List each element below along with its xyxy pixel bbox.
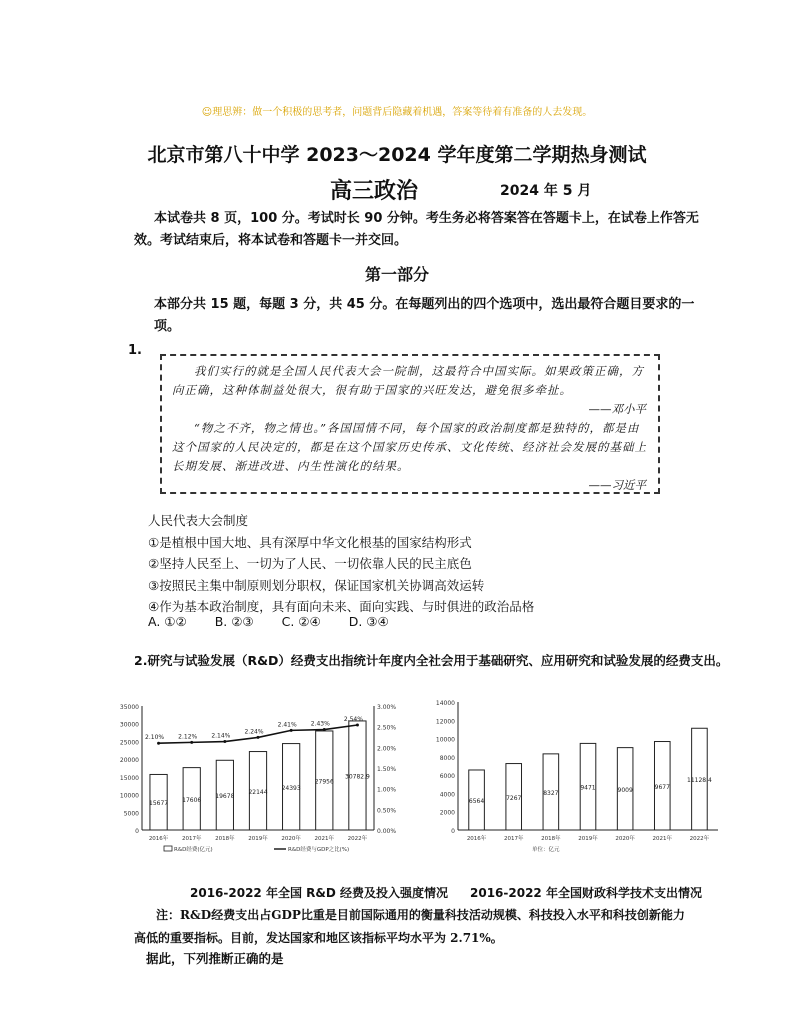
y-tick-label-right: 2.50% — [377, 724, 397, 732]
y-tick-label-left: 10000 — [119, 792, 139, 800]
y-tick-label: 12000 — [435, 718, 455, 726]
y-tick-label-right: 3.00% — [377, 704, 397, 711]
bar-value-label: 19678 — [215, 793, 235, 801]
bar-value-label: 9471 — [580, 784, 596, 792]
bar-value-label: 11128.4 — [687, 777, 712, 785]
y-tick-label-left: 5000 — [123, 810, 139, 818]
x-tick-label: 2020年 — [615, 836, 635, 842]
bar-value-label: 7267 — [506, 794, 522, 802]
quote-2: “物之不齐，物之情也。”各国国情不同，每个国家的政治制度都是独特的，都是由这个国家的人民决定的，都是在这个国家历史传承、文化传统、经济社会发展的基础上长期发展、渐进改进、内生性演化的结果。 — [172, 421, 647, 473]
ratio-value-label: 2.10% — [145, 734, 165, 742]
ratio-point — [290, 729, 293, 732]
bar-value-label: 9009 — [617, 786, 633, 794]
question-1-choices — [148, 614, 413, 629]
x-tick-label: 2018年 — [215, 836, 235, 842]
option-4: ④作为基本政治制度，具有面向未来、面向实践、与时俱进的政治品格 — [148, 599, 535, 614]
bar-value-label: 24393 — [281, 784, 301, 792]
motto-banner: ☺理思辨：做一个积极的思考者，问题背后隐藏着机遇，答案等待着有准备的人去发现。 — [201, 107, 593, 118]
x-tick-label: 2016年 — [148, 836, 169, 842]
ratio-value-label: 2.54% — [343, 716, 363, 724]
ratio-point — [257, 736, 260, 739]
x-tick-label: 2019年 — [578, 836, 598, 842]
option-2: ②坚持人民至上、一切为了人民、一切依靠人民的民主底色 — [148, 556, 472, 571]
ratio-point — [190, 741, 193, 744]
y-tick-label-left: 30000 — [119, 721, 139, 729]
y-tick-label-right: 1.50% — [377, 766, 397, 773]
y-tick-label-left: 20000 — [119, 757, 139, 765]
choice-b[interactable]: B. ②③ — [214, 614, 254, 629]
legend-bar-swatch — [164, 846, 172, 851]
y-tick-label-right: 1.00% — [377, 786, 397, 794]
option-3: ③按照民主集中制原则划分职权，保证国家机关协调高效运转 — [148, 577, 485, 593]
bar-value-label: 27956 — [314, 778, 334, 786]
choice-c[interactable]: C. ②④ — [281, 614, 321, 629]
y-tick-label: 2000 — [439, 809, 455, 817]
bar-value-label: 15677 — [149, 800, 169, 808]
x-tick-label: 2021年 — [652, 836, 673, 842]
bar-value-label: 8327 — [543, 789, 559, 797]
bar-value-label: 9677 — [654, 783, 670, 791]
y-tick-label: 6000 — [439, 773, 455, 781]
choice-d[interactable]: D. ③④ — [348, 614, 389, 629]
y-tick-label-right: 0.00% — [377, 828, 397, 835]
exam-title: 北京市第八十中学 2023～2024 学年度第二学期热身测试 — [147, 144, 647, 166]
y-tick-label-left: 35000 — [119, 704, 139, 711]
quote-2-author: ——习近平 — [588, 478, 646, 492]
y-tick-label: 4000 — [439, 791, 455, 799]
y-tick-label-left: 15000 — [119, 774, 139, 782]
question-1-quote-box — [160, 354, 660, 494]
x-tick-label: 2020年 — [281, 836, 301, 842]
question-2-note: 注：R&D经费支出占GDP比重是目前国际通用的衡量科技活动规模、科技投入水平和科技创新能力高低的重要指标。目前，发达国家和地区该指标平均水平为 2.71%。 — [134, 908, 685, 945]
bar-value-label: 30782.9 — [345, 773, 370, 781]
x-tick-label: 2022年 — [689, 836, 710, 842]
bar-value-label: 17606 — [182, 796, 202, 804]
question-2-prompt: 据此，下列推断正确的是 — [146, 951, 284, 966]
y-tick-label: 0 — [451, 828, 455, 835]
x-tick-label: 2021年 — [314, 836, 335, 842]
quote-1: 我们实行的就是全国人民代表大会一院制，这最符合中国实际。如果政策正确，方向正确，这种体制益处很大，很有助于国家的兴旺发达，避免很多牵扯。 — [172, 364, 644, 397]
exam-subject: 高三政治 — [330, 179, 419, 204]
x-tick-label: 2018年 — [541, 836, 561, 842]
quote-1-author: ——邓小平 — [588, 402, 646, 416]
ratio-point — [356, 724, 359, 727]
part-title: 第一部分 — [364, 265, 429, 284]
legend-line-label: R&D经费与GDP之比(%) — [288, 847, 350, 853]
legend-bar-label: R&D经费(亿元) — [174, 847, 213, 853]
ratio-point — [323, 728, 326, 731]
y-tick-label: 10000 — [435, 736, 455, 744]
y-tick-label: 8000 — [439, 754, 455, 762]
choice-a[interactable]: A. ①② — [148, 614, 187, 629]
question-2-stem: 2.研究与试验发展（R&D）经费支出指统计年度内全社会用于基础研究、应用研究和试验发展的经费支出。 — [134, 653, 729, 668]
x-tick-label: 2022年 — [347, 836, 368, 842]
y-unit-label: 单位：亿元 — [532, 847, 560, 853]
bar-value-label: 6564 — [468, 797, 485, 805]
bar-value-label: 22144 — [248, 788, 268, 796]
ratio-value-label: 2.41% — [277, 721, 297, 729]
x-tick-label: 2016年 — [466, 836, 487, 842]
x-tick-label: 2017年 — [181, 836, 202, 842]
chart-right-caption: 2016-2022 年全国财政科学技术支出情况 — [470, 886, 702, 900]
ratio-value-label: 2.14% — [211, 732, 231, 740]
x-tick-label: 2019年 — [248, 836, 268, 842]
ratio-point — [223, 740, 226, 743]
part-instructions: 本部分共 15 题，每题 3 分，共 45 分。在每题列出的四个选项中，选出最符合题目要求的一项。 — [154, 297, 695, 334]
chart-left-caption: 2016-2022 年全国 R&D 经费及投入强度情况 — [190, 886, 448, 900]
ratio-point — [157, 742, 160, 745]
ratio-value-label: 2.24% — [244, 728, 264, 736]
question-1-options — [148, 510, 534, 618]
exam-instructions: 本试卷共 8 页，100 分。考试时长 90 分钟。考生务必将答案答在答题卡上，在试卷上作答无效。考试结束后，将本试卷和答题卡一并交回。 — [134, 211, 699, 248]
y-tick-label-right: 0.50% — [377, 807, 397, 815]
option-1: ①是植根中国大地、具有深厚中华文化根基的国家结构形式 — [148, 534, 472, 550]
ratio-value-label: 2.12% — [178, 733, 198, 741]
y-tick-label-left: 25000 — [119, 739, 139, 747]
subtitle-row — [330, 174, 592, 205]
question-1-number: 1. — [128, 343, 142, 358]
fiscal-science-expenditure-chart — [428, 692, 728, 870]
ratio-value-label: 2.43% — [310, 720, 330, 728]
question-1-stem: 人民代表大会制度 — [148, 513, 249, 528]
y-tick-label-left: 0 — [135, 828, 139, 835]
y-tick-label-right: 2.00% — [377, 745, 397, 753]
x-tick-label: 2017年 — [503, 836, 524, 842]
exam-date: 2024 年 5 月 — [500, 183, 592, 199]
rd-expenditure-chart — [112, 692, 412, 870]
y-tick-label: 14000 — [435, 700, 455, 707]
